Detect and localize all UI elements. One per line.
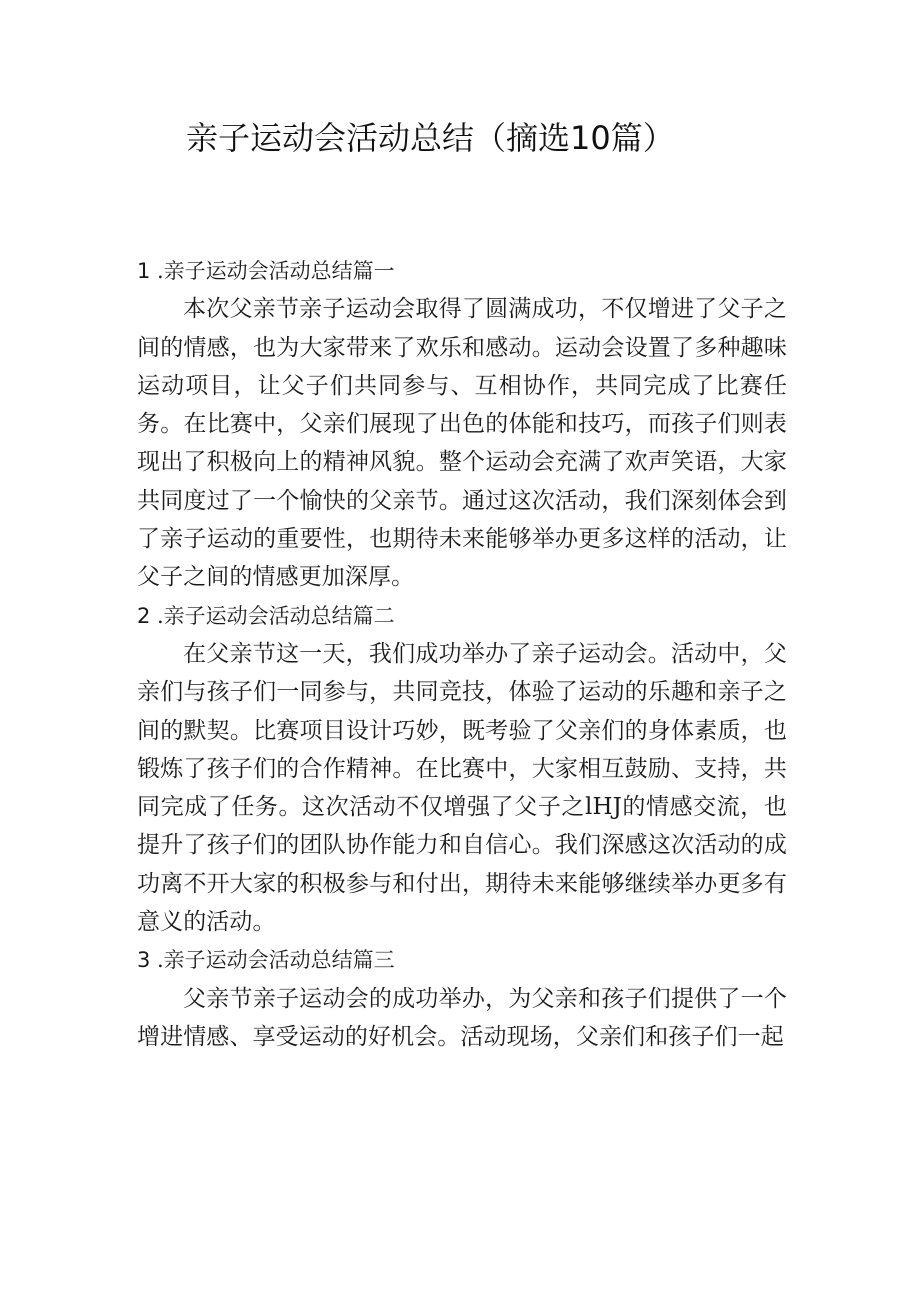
section-number: 3 [137, 948, 151, 973]
section-heading [137, 941, 787, 979]
section-paragraph: 本次父亲节亲子运动会取得了圆满成功，不仅增进了父子之间的情感，也为大家带来了欢乐和感动。运动会设置了多种趣味运动项目，让父子们共同参与、互相协作，共同完成了比赛任务。在比赛中，父亲们展现了出色的体能和技巧，而孩子们则表现出了积极向上的精神风貌。整个运动会充满了欢声笑语，大家共同度过了一个愉快的父亲节。通过这次活动，我们深刻体会到了亲子运动的重要性，也期待未来能够举办更多这样的活动，让父子之间的情感更加深厚。 [137, 296, 787, 591]
section-3 [137, 941, 787, 1056]
section-2 [137, 597, 787, 942]
section-number: 1 [137, 259, 151, 283]
section-paragraph: 父亲节亲子运动会的成功举办，为父亲和孩子们提供了一个增进情感、享受运动的好机会。活动现场，父亲们和孩子们一起 [137, 985, 787, 1050]
section-number: 2 [137, 603, 151, 628]
section-heading [137, 252, 787, 290]
section-paragraph: 在父亲节这一天，我们成功举办了亲子运动会。活动中，父亲们与孩子们一同参与，共同竞技，体验了运动的乐趣和亲子之间的默契。比赛项目设计巧妙，既考验了父亲们的身体素质，也锻炼了孩子们的合作精神。在比赛中，大家相互鼓励、支持，共同完成了任务。这次活动不仅增强了父子之lHJ的情感交流，也提升了孩子们的团队协作能力和自信心。我们深感这次活动的成功离不开大家的积极参与和付出，期待未来能够继续举办更多有意义的活动。 [137, 640, 787, 936]
document-body [137, 252, 787, 1056]
document-title: 亲子运动会活动总结（摘选10篇） [186, 119, 675, 157]
section-1 [137, 252, 787, 597]
section-heading-text: .亲子运动会活动总结篇一 [157, 259, 395, 283]
section-heading [137, 597, 787, 635]
section-heading-text: .亲子运动会活动总结篇二 [157, 603, 395, 628]
section-heading-text: .亲子运动会活动总结篇三 [157, 948, 395, 973]
